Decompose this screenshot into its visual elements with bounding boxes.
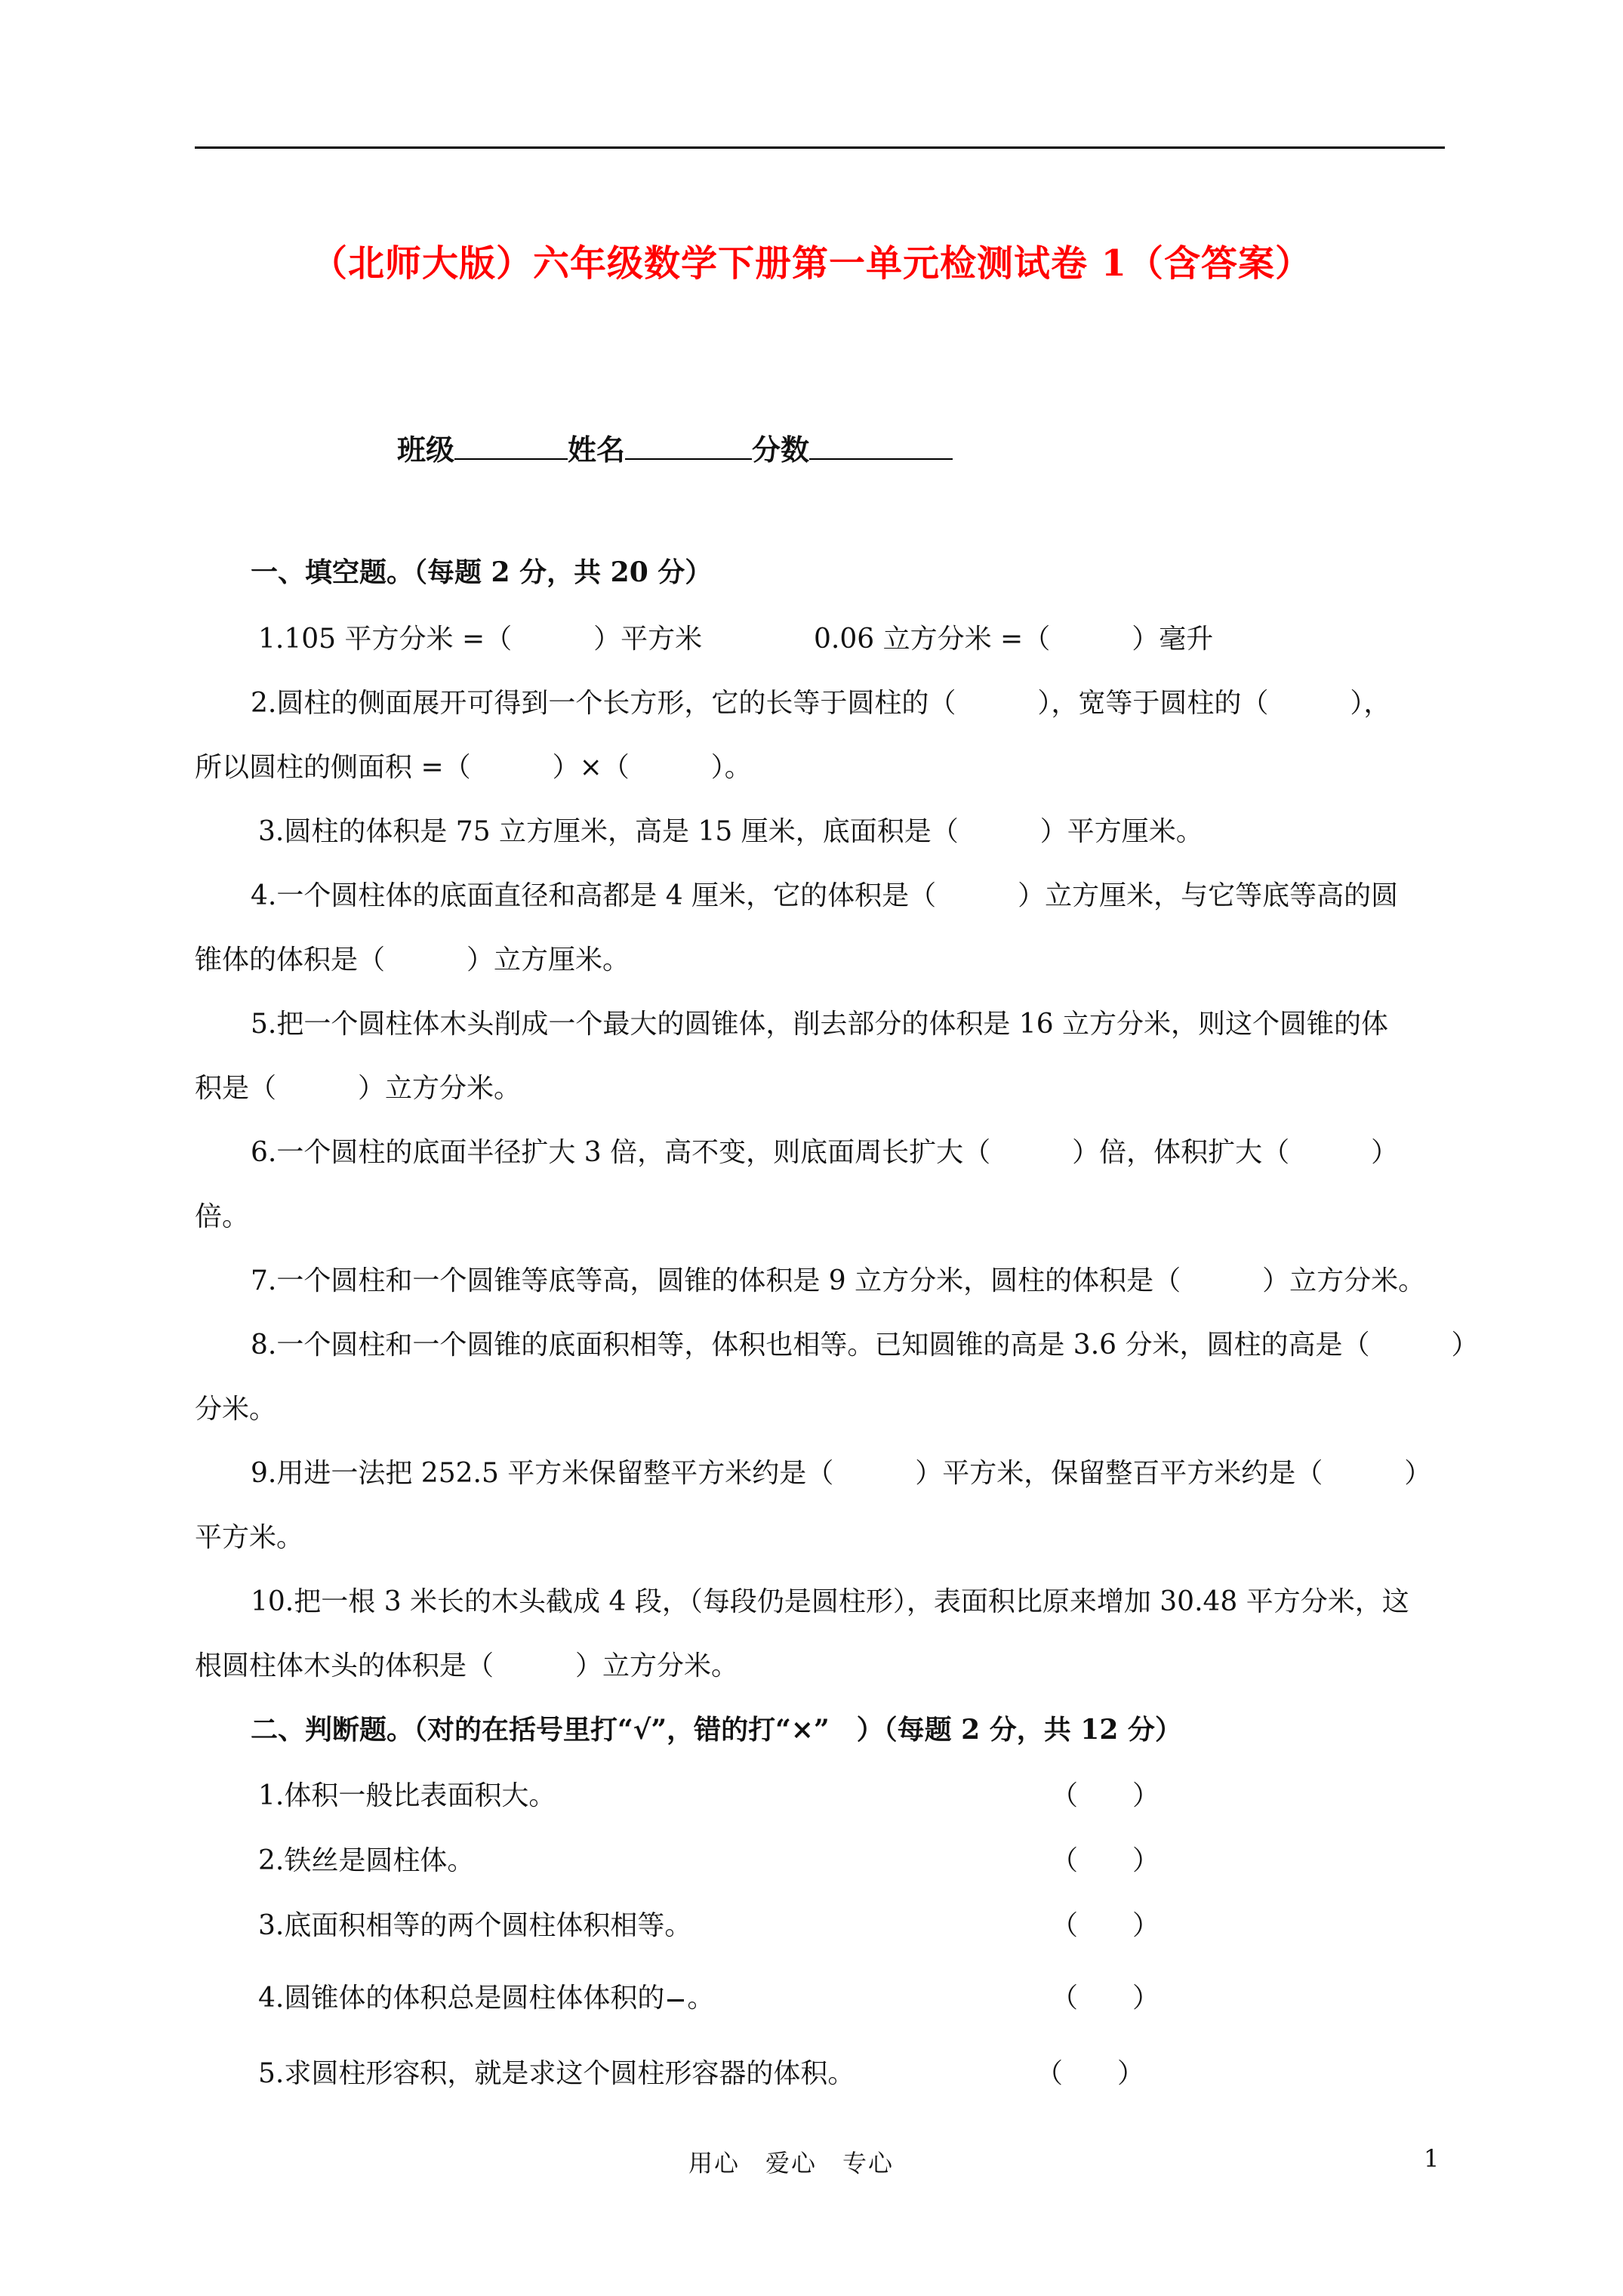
question-2-line1: 2.圆柱的侧面展开可得到一个长方形，它的长等于圆柱的（ ），宽等于圆柱的（ ）， <box>251 688 1391 719</box>
question-4-line2: 锥体的体积是（ ）立方厘米。 <box>195 945 630 975</box>
question-10-line1: 10.把一根 3 米长的木头截成 4 段，（每段仍是圆柱形），表面积比原来增加 30.48 平方分米，这 <box>251 1586 1409 1617</box>
header-rule <box>195 146 1445 149</box>
section1-heading: 一、填空题。（每题 2 分，共 20 分） <box>251 556 713 588</box>
judge-item-4-end: 。 <box>687 1983 715 2014</box>
question-7: 7.一个圆柱和一个圆锥等底等高，圆锥的体积是 9 立方分米，圆柱的体积是（ ）立方分米。 <box>251 1265 1426 1296</box>
judge-answer-3[interactable]: （ ） <box>1051 1910 1160 1941</box>
question-6-line2: 倍。 <box>195 1201 250 1232</box>
fraction-mark <box>667 1999 684 2002</box>
question-8-line1: 8.一个圆柱和一个圆锥的底面积相等，体积也相等。已知圆锥的高是 3.6 分米，圆柱的高是（ ） <box>251 1330 1479 1361</box>
judge-item-2: 2.铁丝是圆柱体。 <box>258 1845 475 1876</box>
question-6-line1: 6.一个圆柱的底面半径扩大 3 倍，高不变，则底面周长扩大（ ）倍，体积扩大（ ） <box>251 1137 1399 1168</box>
question-5-line2: 积是（ ）立方分米。 <box>195 1073 522 1104</box>
question-9-line2: 平方米。 <box>195 1522 304 1553</box>
class-blank[interactable] <box>454 433 568 460</box>
judge-item-5: 5.求圆柱形容积，就是求这个圆柱形容器的体积。 <box>258 2058 855 2089</box>
question-1b: 0.06 立方分米 =（ ）毫升 <box>814 624 1214 655</box>
name-blank[interactable] <box>625 433 752 460</box>
page-number: 1 <box>1424 2144 1440 2173</box>
class-label: 班级 <box>397 433 455 467</box>
judge-answer-2[interactable]: （ ） <box>1051 1845 1160 1876</box>
question-3: 3.圆柱的体积是 75 立方厘米，高是 15 厘米，底面积是（ ）平方厘米。 <box>258 816 1203 847</box>
section2-heading: 二、判断题。（对的在括号里打“√”，错的打“×” ）（每题 2 分，共 12 分） <box>251 1714 1182 1746</box>
score-label: 分数 <box>752 433 810 467</box>
question-5-line1: 5.把一个圆柱体木头削成一个最大的圆锥体，削去部分的体积是 16 立方分米，则这个圆锥的体 <box>251 1009 1389 1040</box>
document-title: （北师大版）六年级数学下册第一单元检测试卷 1（含答案） <box>310 242 1313 285</box>
question-9-line1: 9.用进一法把 252.5 平方米保留整平方米约是（ ）平方米，保留整百平方米约是（ ） <box>251 1458 1432 1489</box>
page-footer: 用心 爱心 专心 <box>688 2149 895 2177</box>
judge-item-4-text: 4.圆锥体的体积总是圆柱体体积的 <box>258 1983 665 2014</box>
judge-answer-5[interactable]: （ ） <box>1036 2058 1145 2089</box>
score-blank[interactable] <box>809 433 953 460</box>
judge-answer-4[interactable]: （ ） <box>1051 1983 1160 2014</box>
name-label: 姓名 <box>568 433 626 467</box>
question-1a: 1.105 平方分米 =（ ）平方米 <box>258 624 703 655</box>
judge-item-3: 3.底面积相等的两个圆柱体积相等。 <box>258 1910 692 1941</box>
question-2-line2: 所以圆柱的侧面积 =（ ）×（ ）。 <box>195 752 752 783</box>
judge-item-1: 1.体积一般比表面积大。 <box>258 1780 556 1811</box>
student-info-line <box>397 427 953 468</box>
question-8-line2: 分米。 <box>195 1394 277 1425</box>
question-10-line2: 根圆柱体木头的体积是（ ）立方分米。 <box>195 1650 739 1681</box>
judge-answer-1[interactable]: （ ） <box>1051 1780 1160 1811</box>
judge-item-4 <box>258 1977 714 2015</box>
question-4-line1: 4.一个圆柱体的底面直径和高都是 4 厘米，它的体积是（ ）立方厘米，与它等底等高的圆 <box>251 880 1399 911</box>
